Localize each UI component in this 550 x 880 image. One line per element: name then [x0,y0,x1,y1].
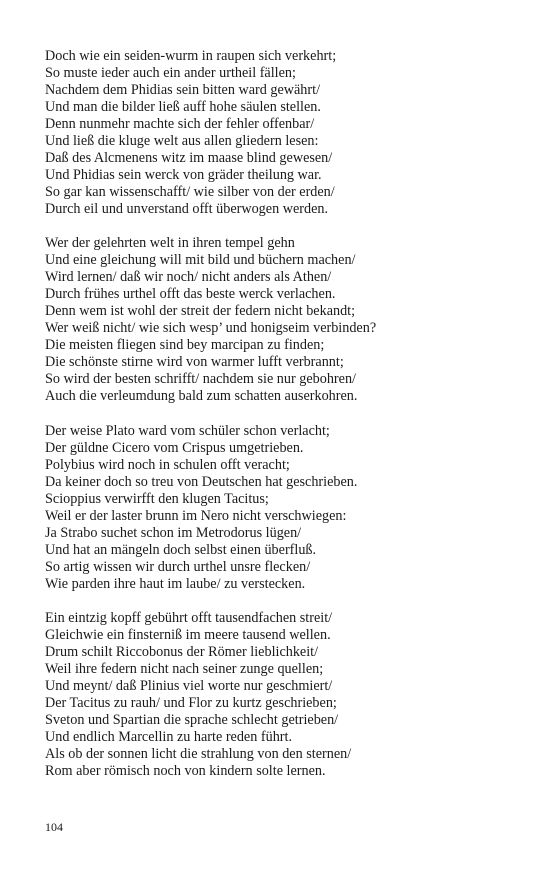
verse-line: Und eine gleichung will mit bild und büchern machen/ [45,252,356,269]
verse-line: Der weise Plato ward vom schüler schon verlacht; [45,422,330,439]
verse-line: Sveton und Spartian die sprache schlecht getrieben/ [45,712,339,729]
verse-line: Der Tacitus zu rauh/ und Flor zu kurtz geschrieben; [45,695,337,712]
verse-line: Wer der gelehrten welt in ihren tempel gehn [45,235,295,252]
verse-line: So gar kan wissenschafft/ wie silber von der erden/ [45,184,335,200]
verse-line: Scioppius verwirfft den klugen Tacitus; [45,490,269,507]
verse-line: Rom aber römisch noch von kindern solte lernen. [45,763,326,780]
verse-line: Und Phidias sein werck von gräder theilung war. [45,167,322,183]
verse-line: Nachdem dem Phidias sein bitten ward gewährt/ [45,82,321,98]
verse-line: Gleichwie ein finsterniß im meere tausend wellen. [45,627,331,644]
verse-line: So muste ieder auch ein ander urtheil fällen; [45,65,296,81]
verse-line: Daß des Alcmenens witz im maase blind gewesen/ [45,150,333,166]
verse-line: Als ob der sonnen licht die strahlung von den sternen/ [45,746,352,763]
verse-line: Durch frühes urthel offt das beste werck verlachen. [45,286,336,303]
verse-line: Und ließ die kluge welt aus allen gliedern lesen: [45,133,319,149]
verse-line: Polybius wird noch in schulen offt veracht; [45,456,290,473]
stanza [45,610,525,780]
verse-line: Denn wem ist wohl der streit der federn nicht bekandt; [45,303,356,320]
verse-line: Auch die verleumdung bald zum schatten auserkohren. [45,388,358,405]
stanza [45,423,525,593]
verse-line: Ein eintzig kopff gebührt offt tausendfachen streit/ [45,610,333,627]
verse-line: Denn nunmehr machte sich der fehler offenbar/ [45,116,315,132]
verse-line: Drum schilt Riccobonus der Römer lieblichkeit/ [45,644,319,661]
verse-line: Weil ihre federn nicht nach seiner zunge quellen; [45,661,324,678]
verse-line: Und meynt/ daß Plinius viel worte nur geschmiert/ [45,678,333,695]
verse-line: Durch eil und unverstand offt überwogen werden. [45,201,329,217]
verse-line: So artig wissen wir durch urthel unsre flecken/ [45,558,311,575]
verse-line: Doch wie ein seiden-wurm in raupen sich verkehrt; [45,48,337,64]
verse-line: Ja Strabo suchet schon im Metrodorus lügen/ [45,524,302,541]
verse-line: Da keiner doch so treu von Deutschen hat geschrieben. [45,473,358,490]
verse-line: Die meisten fliegen sind bey marcipan zu finden; [45,337,325,354]
verse-line: Wird lernen/ daß wir noch/ nicht anders als Athen/ [45,269,332,286]
verse-line: Die schönste stirne wird von warmer lufft verbrannt; [45,354,344,371]
verse-line: Und endlich Marcellin zu harte reden führt. [45,729,292,746]
stanza [45,48,525,218]
page-number: 104 [45,820,63,834]
verse-line: So wird der besten schrifft/ nachdem sie nur gebohren/ [45,371,356,388]
verse-line: Wer weiß nicht/ wie sich wesp’ und honigseim verbinden? [45,320,377,337]
verse-line: Und man die bilder ließ auff hohe säulen stellen. [45,99,321,115]
verse-line: Der güldne Cicero vom Crispus umgetrieben. [45,439,304,456]
verse-line: Und hat an mängeln doch selbst einen überfluß. [45,541,317,558]
verse-line: Weil er der laster brunn im Nero nicht verschwiegen: [45,507,347,524]
stanza [45,235,525,405]
poem-text [45,48,525,798]
verse-line: Wie parden ihre haut im laube/ zu verstecken. [45,575,306,592]
